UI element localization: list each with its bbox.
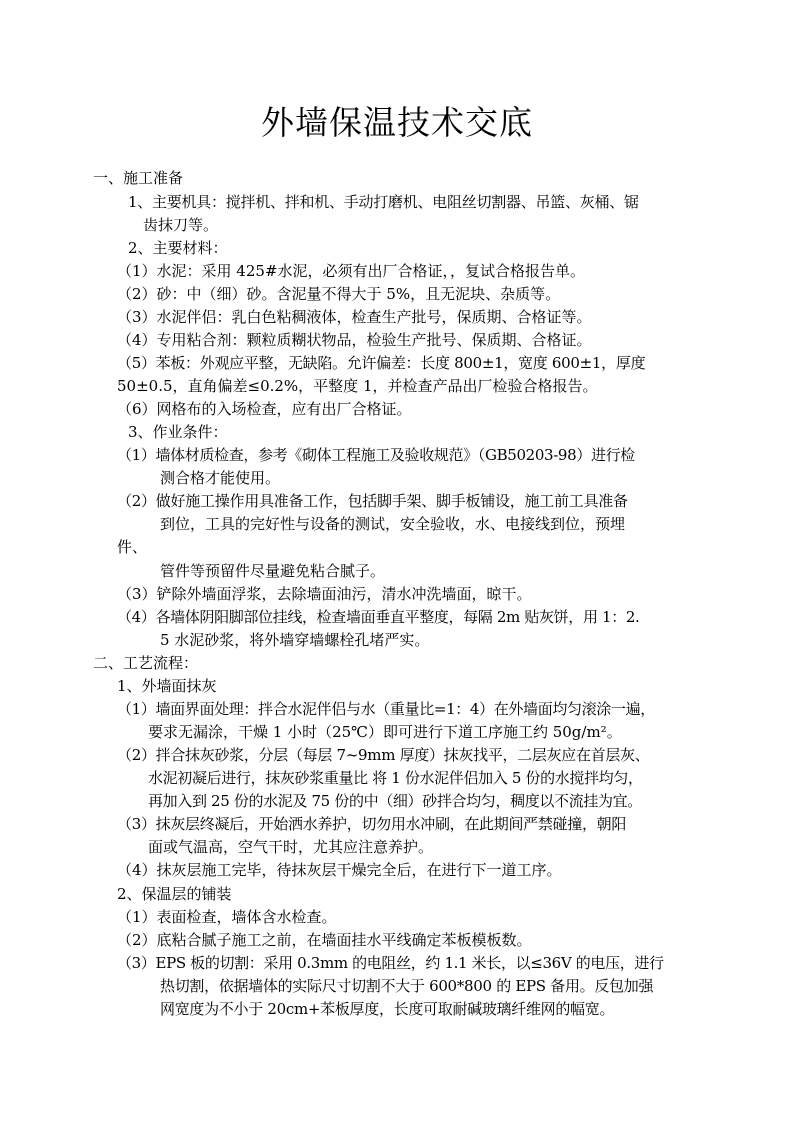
text-line: 齿抹刀等。 <box>143 216 219 234</box>
text-line: （2）拌合抹灰砂浆，分层（每层 7~9mm 厚度）抹灰找平，二层灰应在首层灰、 <box>117 746 650 764</box>
text-line: 水泥初凝后进行，抹灰砂浆重量比 将 1 份水泥伴侣加入 5 份的水搅拌均匀， <box>148 769 643 787</box>
text-line: （3）铲除外墙面浮浆，去除墙面油污，清水冲洗墙面，晾干。 <box>117 585 532 603</box>
subsection-heading: 1、外墙面抹灰 <box>117 677 217 695</box>
subsection-heading: 2、保温层的铺装 <box>117 885 232 903</box>
text-line: 测合格才能使用。 <box>160 469 281 487</box>
text-line: 面或气温高，空气干时，尤其应注意养护。 <box>148 838 434 856</box>
text-line: （4）抹灰层施工完毕，待抹灰层干燥完全后，在进行下一道工序。 <box>117 861 562 879</box>
text-line: 件、 <box>117 538 148 556</box>
subsection-heading: 3、作业条件： <box>128 423 228 441</box>
text-line: 管件等预留件尽量避免粘合腻子。 <box>160 562 386 580</box>
document-title: 外墙保温技术交底 <box>261 103 533 142</box>
text-line: （4）各墙体阴阳脚部位挂线，检查墙面垂直平整度，每隔 2m 贴灰饼，用 1：2. <box>117 608 640 626</box>
text-line: （3）EPS 板的切割：采用 0.3mm 的电阻丝，约 1.1 米长，以≤36V 的电压，进行 <box>117 954 664 972</box>
subsection-heading: 2、主要材料： <box>128 239 228 257</box>
text-line: （3）水泥伴侣：乳白色粘稠液体，检查生产批号，保质期、合格证等。 <box>117 308 592 326</box>
text-line: （2）做好施工操作用具准备工作，包括脚手架、脚手板铺设，施工前工具准备 <box>117 492 628 510</box>
text-line: （2）底粘合腻子施工之前，在墙面挂水平线确定苯板模板数。 <box>117 931 532 949</box>
section-heading: 一、施工准备 <box>93 169 184 187</box>
text-line: 要求无漏涂，干燥 1 小时（25℃）即可进行下道工序施工约 50g/m²。 <box>148 723 622 741</box>
section-heading: 二、工艺流程： <box>93 654 199 672</box>
text-line: 网宽度为不小于 20cm+苯板厚度，长度可取耐碱玻璃纤维网的幅宽。 <box>160 1000 615 1018</box>
text-line: 1、主要机具：搅拌机、拌和机、手动打磨机、电阻丝切割器、吊篮、灰桶、锯 <box>128 193 639 211</box>
text-line: （3）抹灰层终凝后，开始洒水养护，切勿用水冲刷，在此期间严禁碰撞，朝阳 <box>117 815 627 833</box>
text-line: （1）水泥：采用 425#水泥，必须有出厂合格证，，复试合格报告单。 <box>117 262 586 280</box>
text-line: 到位，工具的完好性与设备的测试，安全验收，水、电接线到位，预埋 <box>160 515 626 533</box>
text-line: （1）墙体材质检查，参考《砌体工程施工及验收规范》（GB50203-98）进行检 <box>117 446 635 464</box>
text-line: 再加入到 25 份的水泥及 75 份的中（细）砂拌合均匀，稠度以不流挂为宜。 <box>148 792 642 810</box>
text-line: 5 水泥砂浆，将外墙穿墙螺栓孔堵严实。 <box>160 631 430 649</box>
text-line: （4）专用粘合剂：颗粒质糊状物品，检验生产批号、保质期、合格证。 <box>117 331 592 349</box>
text-line: 热切割，依据墙体的实际尺寸切割不大于 600*800 的 EPS 备用。反包加强 <box>160 977 654 995</box>
text-line: （5）苯板：外观应平整，无缺陷。允许偏差：长度 800±1，宽度 600±1，厚度 <box>117 354 646 372</box>
text-line: （2）砂：中（细）砂。含泥量不得大于 5%，且无泥块、杂质等。 <box>117 285 561 303</box>
text-line: 50±0.5，直角偏差≤0.2%，平整度 1，并检查产品出厂检验合格报告。 <box>117 377 598 395</box>
text-line: （6）网格布的入场检查，应有出厂合格证。 <box>117 400 412 418</box>
text-line: （1）墙面界面处理：拌合水泥伴侣与水（重量比=1：4）在外墙面均匀滚涂一遍， <box>117 700 655 718</box>
text-line: （1）表面检查，墙体含水检查。 <box>117 908 337 926</box>
